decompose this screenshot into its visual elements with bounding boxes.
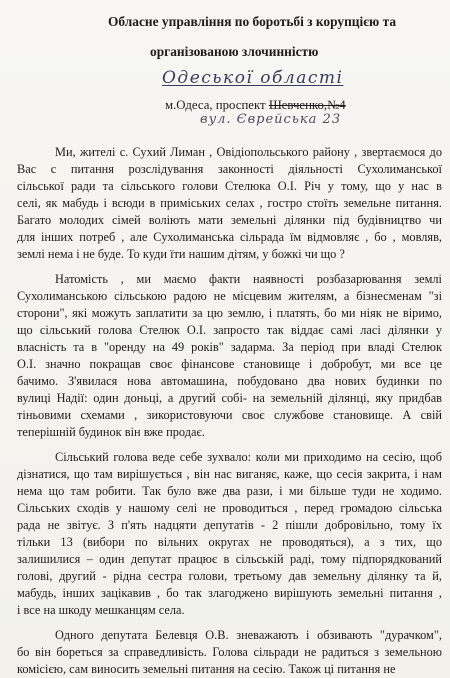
paragraph-1 [17, 144, 442, 263]
text-line: мабудь, інших зацікавив , бо так злагоджено вирішують земельні питання , [17, 586, 442, 600]
paragraph-2 [17, 271, 442, 441]
text-line: землі нема і не буде. То куди їти нашим дітям, у божкі чи що ? [17, 247, 345, 261]
text-line: Вас с питання розслідування законності діяльності Сухолиманської [17, 162, 442, 176]
header-line-2: організованою злочинністю [150, 44, 319, 59]
paragraph-4 [17, 627, 442, 678]
header-line-1: Обласне управління по боротьбі з корупцією та [108, 14, 397, 29]
text-line: селі, як мабудь і всюди в приміських селах , гостро стоїть земельне питання. [17, 196, 442, 210]
text-line: Сухолиманською сільською радою не місцевим жителям, а бізнесменам "зі [17, 289, 442, 303]
text-line: Одного депутата Белевця О.В. зневажають і обзивають "дурачком", [55, 628, 442, 642]
text-line: Ми, жителі с. Сухий Лиман , Овідіопольського району , звертаємося до [55, 145, 442, 159]
text-line: комісією, сам виносить земельні питання на сесію. Також ці питання не [17, 662, 396, 676]
text-line: для інших потреб , але Сухолиманська сільрада їм відмовляє , бо , мовляв, [17, 230, 442, 244]
text-line: Натомість , ми маємо факти наявності розбазарювання землі [55, 272, 442, 286]
address-printed: м.Одеса, проспект [165, 98, 266, 112]
text-line: тільки 13 (вибори по вільних округах не проводяться), а з тих, що [17, 535, 442, 549]
text-line: голові, другий - рідна сестра голови, третьому дав земельну ділянку та й, [17, 569, 442, 583]
text-line: Багато молодих сімей воліють мати земельні ділянки під будівництво чи [17, 213, 442, 227]
text-line: нема що там робити. Так було вже два рази, і ми більше туди не ходимо. [17, 484, 442, 498]
text-line: теперішній будинок він вже продає. [17, 425, 205, 439]
paragraph-3 [17, 449, 442, 619]
text-line: бачимо. З'явилася нова автомашина, побудовано два нових будинки по [17, 374, 442, 388]
text-line: Сільський голова веде себе зухвало: коли ми приходимо на сесію, щоб [55, 450, 442, 464]
text-line: власність та в "оренду на 49 років" задарма. За період при владі Стелюк [17, 340, 442, 354]
text-line: О.І. значно покращав своє фінансове становище і добробут, ми все це [17, 357, 442, 371]
text-line: і все на шкоду мешканцям села. [17, 603, 185, 617]
text-line: тіньовими схемами , зикористовуючи своє службове становище. А свій [17, 408, 442, 422]
address-line [165, 98, 450, 113]
text-line: залишилися – один депутат працює в сільській раді, тому підпорядкований [17, 552, 442, 566]
text-line: сторони", які можуть заплатити за цю землю, і платять, бо ми ніяк не віримо, [17, 306, 442, 320]
handwritten-region: Одеської області [162, 68, 344, 88]
text-line: що сільський голова Стелюк О.І. запросто так віддає самі ласі ділянки у [17, 323, 442, 337]
text-line: вулиці Надії: один доньці, а другий собі- на земельній ділянці, яку придбав [17, 391, 442, 405]
text-line: дізнатися, що там вирішується , він нас виганяє, каже, що сесія закрита, і нам [17, 467, 442, 481]
text-line: рада не звітує. З п'ять надцяти депутатів - 2 пішли добровільно, тому їх [17, 518, 442, 532]
letter-body [17, 144, 442, 678]
text-line: сільської ради та сільського голови Стелюка О.І. Річ у тому, що у нас в [17, 179, 442, 193]
handwritten-address: вул. Єврейська 23 [200, 112, 342, 127]
address-struck: Шевченко,№4 [268, 98, 346, 112]
text-line: бо він бореться за справедливість. Голова сільради не радиться з земельною [17, 645, 442, 659]
text-line: Сільських сходів у нашому селі не проводиться , перед громадою сільська [17, 501, 442, 515]
